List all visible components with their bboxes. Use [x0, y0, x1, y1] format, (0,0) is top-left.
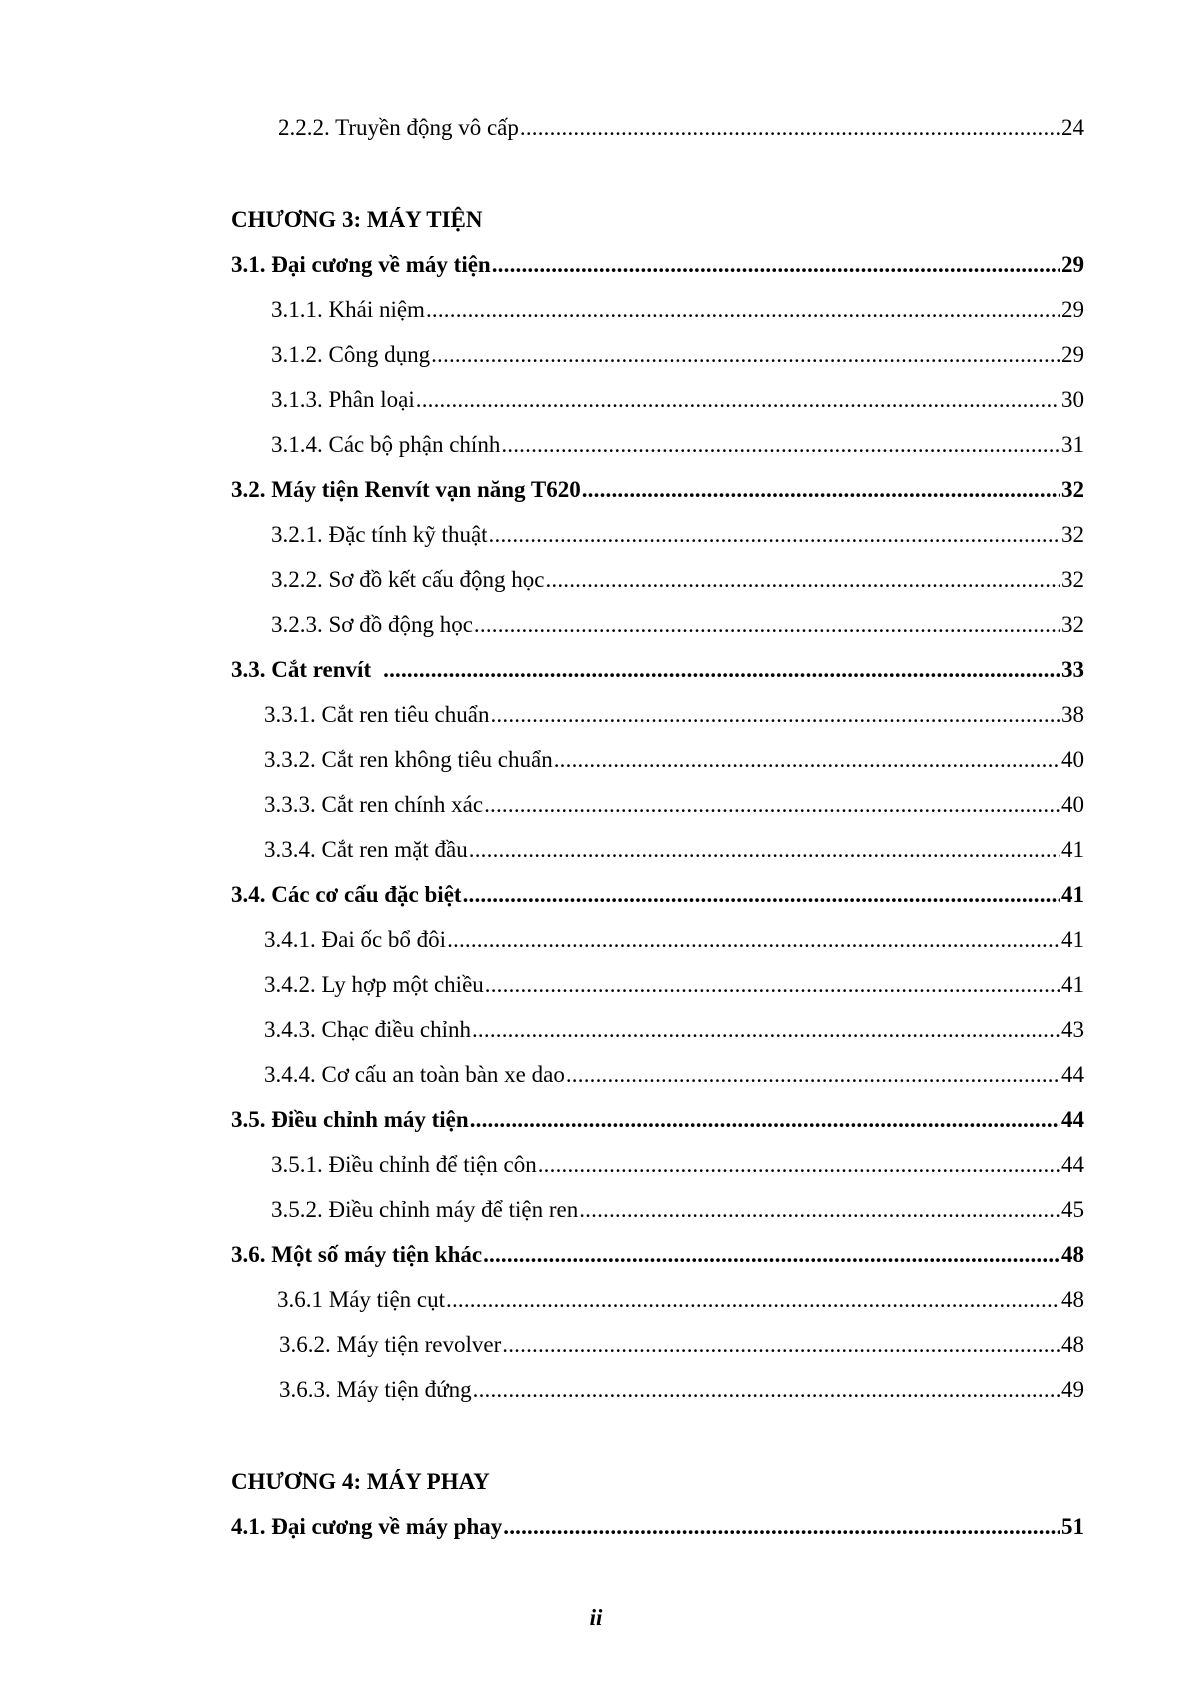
- toc-entry-page: 30: [1061, 387, 1084, 412]
- toc-section-page: 32: [1061, 477, 1084, 502]
- toc-entry-page: 48: [1061, 1332, 1084, 1357]
- toc-leader-dots: [474, 608, 1060, 642]
- toc-entry-label: 3.2.3. Sơ đồ động học: [271, 612, 473, 637]
- toc-entry-page: 48: [1061, 1287, 1084, 1312]
- toc-leader-dots: [489, 518, 1060, 552]
- toc-leader-dots: [473, 1373, 1060, 1407]
- chapter-heading: CHƯƠNG 4: MÁY PHAY: [231, 1469, 490, 1494]
- toc-leader-dots: [472, 1013, 1060, 1047]
- toc-entry: [0, 383, 1084, 417]
- toc-entry-page: 40: [1061, 792, 1084, 817]
- toc-entry: [0, 788, 1084, 822]
- toc-leader-dots: [431, 338, 1060, 372]
- toc-entry-label: 2.2.2. Truyền động vô cấp: [278, 115, 519, 140]
- toc-entry: [0, 428, 1084, 462]
- toc-section-label: 3.1. Đại cương về máy tiện: [231, 252, 491, 277]
- toc-entry: [0, 833, 1084, 867]
- toc-entry: [0, 1193, 1084, 1227]
- toc-entry: [0, 968, 1084, 1002]
- toc-leader-dots: [545, 563, 1060, 597]
- toc-leader-dots: [501, 428, 1060, 462]
- toc-leader-dots: [485, 968, 1060, 1002]
- toc-entry-label: 3.3.4. Cắt ren mặt đầu: [264, 837, 468, 862]
- toc-entry-label: 3.4.1. Đai ốc bổ đôi: [264, 927, 447, 952]
- toc-leader-dots: [490, 698, 1060, 732]
- toc-leader-dots: [520, 111, 1060, 145]
- toc-entry: [0, 698, 1084, 732]
- toc-entry-page: 41: [1061, 927, 1084, 952]
- toc-leader-dots: [469, 833, 1060, 867]
- toc-entry-label: 3.6.2. Máy tiện revolver: [279, 1332, 502, 1357]
- toc-leader-dots: [470, 1103, 1060, 1137]
- toc-section-page: 51: [1061, 1514, 1084, 1539]
- toc-section-page: 33: [1061, 657, 1084, 682]
- toc-leader-dots: [566, 1058, 1060, 1092]
- toc-leader-dots: [582, 473, 1060, 507]
- toc-entry-label: 3.6.3. Máy tiện đứng: [279, 1377, 472, 1402]
- toc-section-label: 3.4. Các cơ cấu đặc biệt: [231, 882, 462, 907]
- toc-section: [0, 1510, 1084, 1544]
- toc-entry: [0, 338, 1084, 372]
- toc-entry-page: 41: [1061, 837, 1084, 862]
- toc-leader-dots: [484, 788, 1060, 822]
- toc-entry-label: 3.6.1 Máy tiện cụt: [277, 1287, 445, 1312]
- toc-entry-label: 3.2.2. Sơ đồ kết cấu động học: [271, 567, 545, 592]
- toc-entry-page: 44: [1061, 1152, 1084, 1177]
- toc-section: [0, 248, 1084, 282]
- toc-leader-dots: [483, 1238, 1060, 1272]
- toc-entry-page: 32: [1061, 612, 1084, 637]
- toc-section-page: 44: [1061, 1107, 1084, 1132]
- toc-entry-page: 44: [1061, 1062, 1084, 1087]
- toc-leader-dots: [492, 248, 1060, 282]
- toc-entry-label: 3.3.2. Cắt ren không tiêu chuẩn: [264, 747, 553, 772]
- toc-entry-label: 3.3.3. Cắt ren chính xác: [264, 792, 484, 817]
- toc-entry-page: 29: [1061, 297, 1084, 322]
- toc-entry-page: 24: [1061, 115, 1084, 140]
- toc-section-label: 3.6. Một số máy tiện khác: [231, 1242, 483, 1267]
- toc-entry-label: 3.1.2. Công dụng: [271, 342, 431, 367]
- toc-leader-dots: [416, 383, 1060, 417]
- toc-leader-dots: [447, 923, 1060, 957]
- toc-section-page: 41: [1061, 882, 1084, 907]
- toc-entry-label: 3.3.1. Cắt ren tiêu chuẩn: [264, 702, 490, 727]
- toc-section: [0, 1103, 1084, 1137]
- toc-section-page: 48: [1061, 1242, 1084, 1267]
- toc-entry: [0, 1013, 1084, 1047]
- toc-leader-dots: [538, 1148, 1060, 1182]
- chapter-heading: CHƯƠNG 3: MÁY TIỆN: [231, 207, 483, 232]
- toc-section-label: 4.1. Đại cương về máy phay: [231, 1514, 503, 1539]
- toc-entry-page: 40: [1061, 747, 1084, 772]
- toc-leader-dots: [502, 1328, 1060, 1362]
- toc-leader-dots: [579, 1193, 1060, 1227]
- toc-entry: [0, 1283, 1084, 1317]
- toc-entry: [0, 1148, 1084, 1182]
- toc-section: [0, 653, 1084, 687]
- toc-entry-label: 3.2.1. Đặc tính kỹ thuật: [271, 522, 488, 547]
- toc-leader-dots: [426, 293, 1060, 327]
- toc-entry-page: 41: [1061, 972, 1084, 997]
- toc-entry: [0, 518, 1084, 552]
- toc-section-label: 3.2. Máy tiện Renvít vạn năng T620: [231, 477, 581, 502]
- toc-entry-label: 3.4.2. Ly hợp một chiều: [264, 972, 484, 997]
- toc-entry: [0, 1058, 1084, 1092]
- toc-entry-label: 3.4.4. Cơ cấu an toàn bàn xe dao: [264, 1062, 565, 1087]
- toc-entry: [0, 293, 1084, 327]
- toc-leader-dots: [503, 1510, 1060, 1544]
- toc-section-label: 3.3. Cắt renvít: [231, 657, 372, 682]
- toc-entry: [0, 608, 1084, 642]
- toc-entry-page: 38: [1061, 702, 1084, 727]
- toc-entry: [0, 743, 1084, 777]
- toc-leader-dots: [554, 743, 1060, 777]
- toc-section-page: 29: [1061, 252, 1084, 277]
- toc-section: [0, 878, 1084, 912]
- toc-entry: [0, 1328, 1084, 1362]
- toc-entry: [0, 923, 1084, 957]
- toc-leader-dots: [383, 653, 1060, 687]
- toc-entry-label: 3.5.1. Điều chỉnh để tiện côn: [271, 1152, 537, 1177]
- toc-entry-label: 3.4.3. Chạc điều chỉnh: [264, 1017, 471, 1042]
- toc-entry-page: 49: [1061, 1377, 1084, 1402]
- toc-entry: [0, 1373, 1084, 1407]
- toc-section: [0, 473, 1084, 507]
- toc-entry-label: 3.1.4. Các bộ phận chính: [271, 432, 501, 457]
- toc-entry-page: 45: [1061, 1197, 1084, 1222]
- toc-entry-page: 43: [1061, 1017, 1084, 1042]
- toc-entry-page: 32: [1061, 522, 1084, 547]
- toc-entry: [0, 111, 1084, 145]
- toc-entry-label: 3.1.1. Khái niệm: [271, 297, 425, 322]
- toc-entry-label: 3.1.3. Phân loại: [271, 387, 415, 412]
- toc-entry-page: 32: [1061, 567, 1084, 592]
- toc-entry-page: 29: [1061, 342, 1084, 367]
- toc-leader-dots: [463, 878, 1060, 912]
- toc-entry: [0, 563, 1084, 597]
- toc-entry-label: 3.5.2. Điều chỉnh máy để tiện ren: [271, 1197, 579, 1222]
- toc-section: [0, 1238, 1084, 1272]
- toc-leader-dots: [446, 1283, 1060, 1317]
- toc-section-label: 3.5. Điều chỉnh máy tiện: [231, 1107, 469, 1132]
- toc-entry-page: 31: [1061, 432, 1084, 457]
- page-number: ii: [589, 1605, 603, 1630]
